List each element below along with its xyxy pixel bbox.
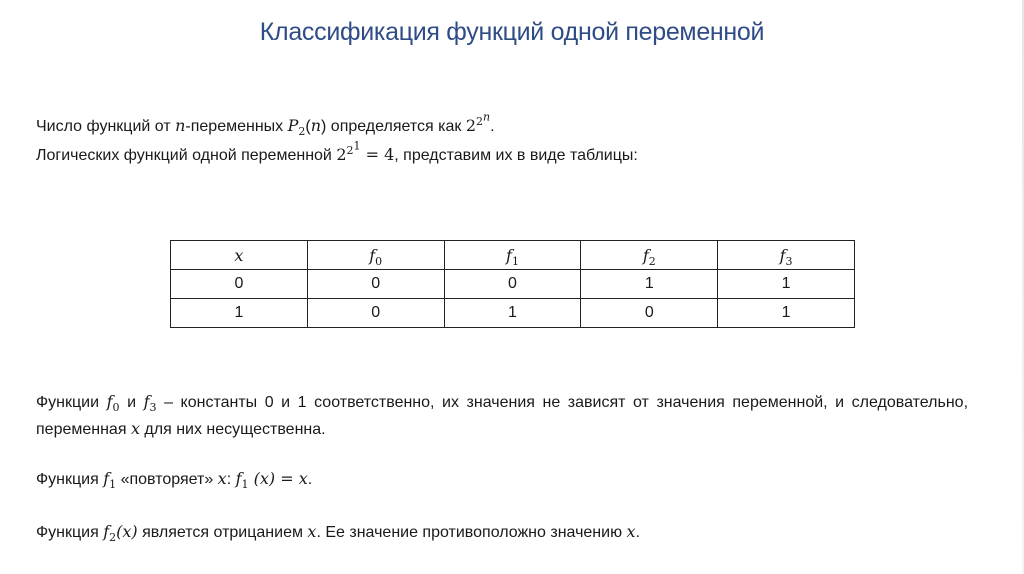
paragraph-negation bbox=[36, 519, 640, 546]
table-cell: 1 bbox=[171, 299, 308, 328]
header-label: f bbox=[369, 245, 376, 265]
table-cell: 1 bbox=[444, 299, 581, 328]
header-f0 bbox=[307, 241, 444, 270]
math-exp-base: 2 bbox=[346, 143, 354, 157]
math-sub: 0 bbox=[112, 401, 120, 415]
text: . bbox=[307, 471, 313, 488]
intro-text bbox=[36, 112, 638, 170]
text: и bbox=[119, 394, 144, 411]
math-base: 2 bbox=[336, 145, 347, 164]
math-exp-base: 2 bbox=[476, 114, 484, 128]
header-label: f bbox=[642, 245, 649, 265]
math-x: x bbox=[626, 522, 636, 541]
text: . bbox=[490, 118, 495, 135]
math-base: 2 bbox=[465, 116, 477, 135]
math-x: x bbox=[307, 522, 317, 541]
text: . bbox=[635, 524, 641, 541]
math-x: x bbox=[217, 469, 227, 488]
table-header-row bbox=[171, 241, 855, 270]
header-sub: 1 bbox=[511, 254, 519, 268]
table-row bbox=[171, 299, 855, 328]
table-cell: 0 bbox=[307, 299, 444, 328]
header-f1 bbox=[444, 241, 581, 270]
text: : bbox=[226, 471, 236, 488]
math-fx: (x) bbox=[116, 522, 138, 541]
math-sub: 2 bbox=[109, 531, 117, 545]
header-sub: 0 bbox=[375, 254, 383, 268]
text: Функция bbox=[36, 471, 104, 488]
header-sub: 3 bbox=[785, 254, 793, 268]
math-sub: 2 bbox=[298, 125, 306, 139]
header-label: x bbox=[234, 245, 244, 265]
table-cell: 0 bbox=[444, 270, 581, 299]
header-label: f bbox=[506, 245, 512, 265]
header-f3 bbox=[718, 241, 855, 270]
text: , представим их в виде таблицы: bbox=[394, 147, 638, 164]
math-f: f bbox=[103, 469, 110, 488]
math-exponent bbox=[476, 110, 491, 128]
math-n: n bbox=[175, 116, 186, 135]
header-x bbox=[171, 241, 308, 270]
text: ( bbox=[305, 118, 311, 135]
math-exp-exp: 1 bbox=[353, 139, 361, 153]
math-f: f bbox=[235, 469, 242, 488]
table-cell: 0 bbox=[307, 270, 444, 299]
header-sub: 2 bbox=[648, 254, 656, 268]
text: -переменных bbox=[185, 118, 288, 135]
math-n: n bbox=[310, 116, 322, 135]
text: . Ее значение противоположно значению bbox=[316, 524, 627, 541]
text: Логических функций одной переменной bbox=[36, 147, 337, 164]
text: определяется как bbox=[326, 118, 466, 135]
intro-line-1 bbox=[36, 112, 638, 141]
text: Функция bbox=[36, 524, 104, 541]
text: ) bbox=[321, 118, 327, 135]
math-f: f bbox=[143, 392, 150, 411]
math-sub: 1 bbox=[241, 478, 249, 492]
table-cell: 1 bbox=[718, 299, 855, 328]
table-cell: 0 bbox=[581, 299, 718, 328]
paragraph-repeat bbox=[36, 466, 312, 493]
text: – константы 0 и 1 соответственно, их значения не зависят от значения переменной, и следовательно, переменная bbox=[36, 394, 969, 438]
math-sub: 3 bbox=[149, 401, 157, 415]
page-title: Классификация функций одной переменной bbox=[259, 18, 765, 46]
header-f2 bbox=[581, 241, 718, 270]
math-x: x bbox=[130, 419, 140, 438]
text: «повторяет» bbox=[116, 471, 218, 488]
truth-table bbox=[170, 240, 855, 328]
text: Число функций от bbox=[36, 118, 176, 135]
math-sub: 1 bbox=[109, 478, 117, 492]
math-f: f bbox=[106, 392, 113, 411]
table-cell: 0 bbox=[171, 270, 308, 299]
math-exponent bbox=[346, 139, 361, 157]
math-expression: (x) = x bbox=[248, 469, 308, 488]
math-exp-exp: n bbox=[483, 110, 491, 124]
text: является отрицанием bbox=[137, 524, 308, 541]
header-label: f bbox=[779, 245, 786, 265]
table-cell: 1 bbox=[581, 270, 718, 299]
table-row bbox=[171, 270, 855, 299]
math-f: f bbox=[103, 522, 110, 541]
paragraph-constants bbox=[36, 389, 968, 443]
text: для них несущественна. bbox=[139, 421, 326, 438]
math-P: P bbox=[287, 116, 299, 135]
intro-line-2 bbox=[36, 141, 638, 170]
table-cell: 1 bbox=[718, 270, 855, 299]
text: Функции bbox=[36, 394, 107, 411]
math-equals: = 4 bbox=[360, 145, 395, 164]
